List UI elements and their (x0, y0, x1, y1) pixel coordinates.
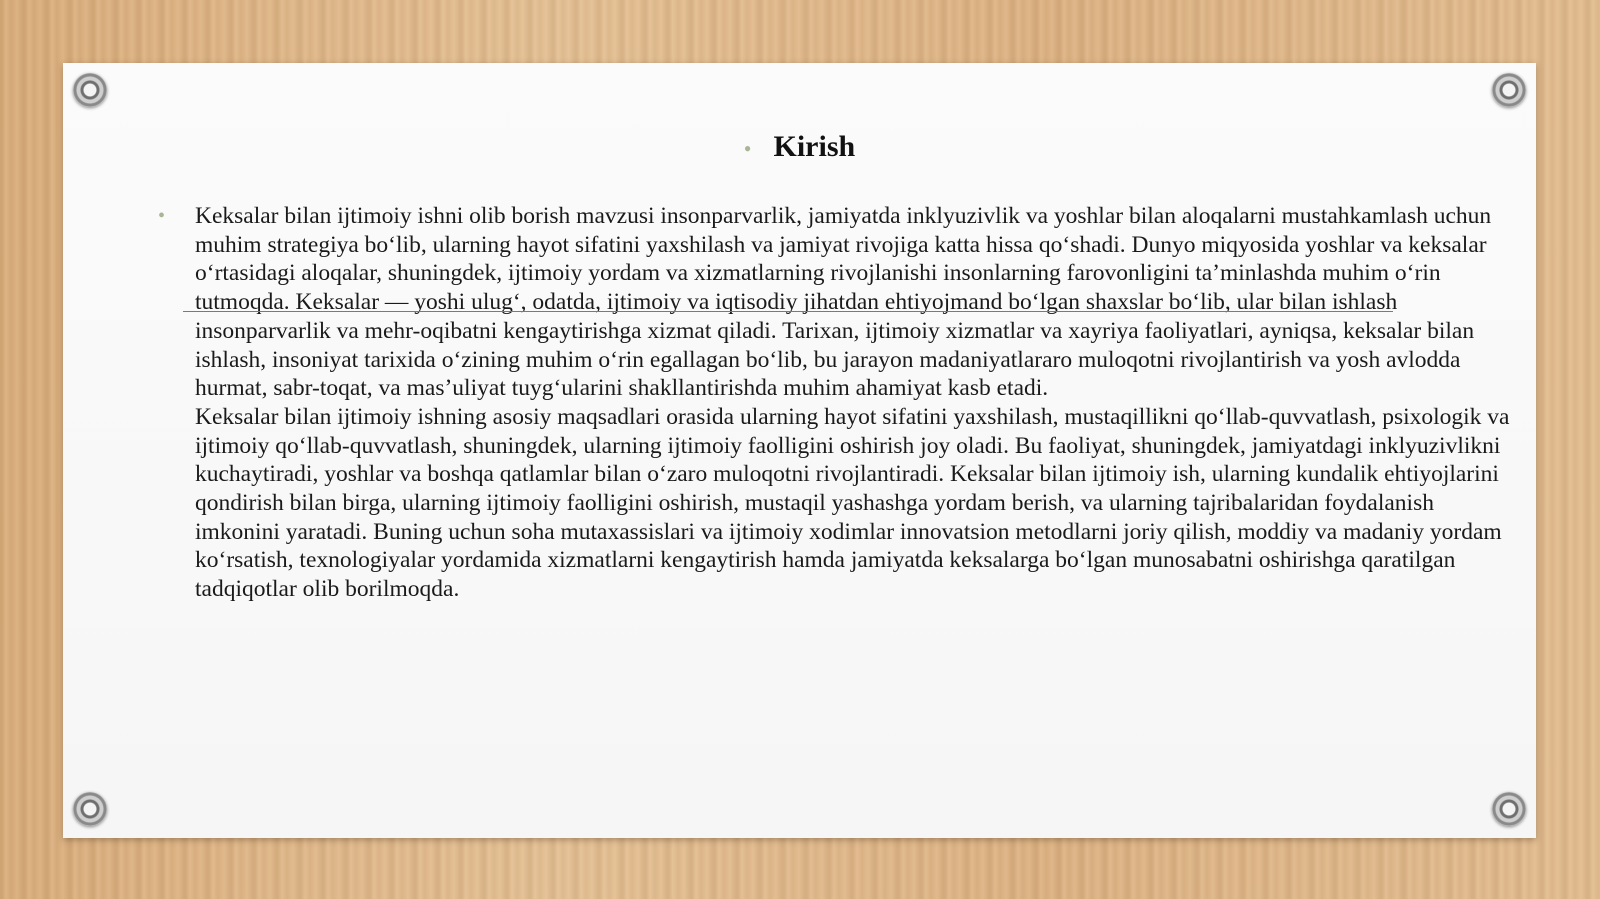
rivet-icon (73, 73, 107, 107)
rivet-icon (73, 792, 107, 826)
divider-line (183, 311, 1393, 312)
bullet-icon: • (743, 136, 752, 162)
bullet-icon: • (158, 205, 166, 227)
body-paragraph-1: Keksalar bilan ijtimoiy ishni olib borish mavzusi insonparvarlik, jamiyatda inklyuzivlik va yoshlar bilan aloqalarni mustahkamlash uchun muhim strategiya bo‘lib, ularning hayot sifatini yaxshilash va jamiyat rivojiga katta hissa qo‘shadi. Dunyo miqyosida yoshlar va keksalar o‘rtasidagi aloqalar, shuningdek, ijtimoiy yordam va xizmatlarning rivojlanishi insonlarning farovonligini ta’minlashda muhim o‘rin tutmoqda. Keksalar — yoshi ulug‘, odatda, ijtimoiy va iqtisodiy jihatdan ehtiyojmand bo‘lgan shaxslar bo‘lib, ular bilan ishlash insonparvarlik va mehr-oqibatni kengaytirishga xizmat qiladi. Tarixan, ijtimoiy xizmatlar va xayriya faoliyatlari, ayniqsa, keksalar bilan ishlash, insoniyat tarixida o‘zining muhim o‘rin egallagan bo‘lib, bu jarayon madaniyatlararo muloqotni rivojlantirish va yosh avlodda hurmat, sabr-toqat, va mas’uliyat tuyg‘ularini shakllantirishda muhim ahamiyat kasb etadi. (195, 203, 1492, 402)
rivet-icon (1492, 73, 1526, 107)
slide-title-row (63, 129, 1536, 167)
rivet-icon (1492, 792, 1526, 826)
body-text (195, 202, 1518, 604)
body-paragraph-2: Keksalar bilan ijtimoiy ishning asosiy maqsadlari orasida ularning hayot sifatini yaxshilash, mustaqillikni qo‘llab-quvvatlash, psixologik va ijtimoiy qo‘llab-quvvatlash, shuningdek, ularning ijtimoiy faolligini oshirish joy oladi. Bu faoliyat, shuningdek, jamiyatdagi inklyuzivlikni kuchaytiradi, yoshlar va boshqa qatlamlar bilan o‘zaro muloqotni rivojlantiradi. Keksalar bilan ijtimoiy ish, ularning kundalik ehtiyojlarini qondirish bilan birga, ularning ijtimoiy faolligini oshirish, mustaqil yashashga yordam berish, va ularning tajribalaridan foydalanish imkonini yaratadi. Buning uchun soha mutaxassislari va ijtimoiy xodimlar innovatsion metodlarni joriy qilish, moddiy va madaniy yordam ko‘rsatish, texnologiyalar yordamida xizmatlarni kengaytirish hamda jamiyatda keksalarga bo‘lgan munosabatni oshirishga qaratilgan tadqiqotlar olib borilmoqda. (195, 403, 1510, 603)
slide-card (63, 63, 1536, 838)
slide-title: Kirish (773, 130, 856, 163)
slide-body (158, 202, 1518, 604)
